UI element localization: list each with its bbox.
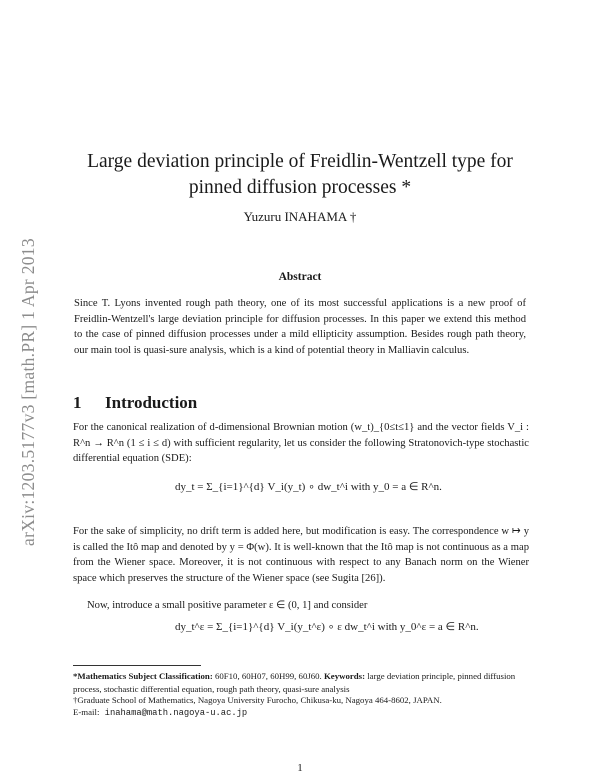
email-address[interactable]: inahama@math.nagoya-u.ac.jp [104, 708, 248, 718]
author: Yuzuru INAHAMA † [243, 209, 357, 224]
title-line-1: Large deviation principle of Freidlin-Wentzell type for [87, 151, 513, 172]
equation-1: dy_t = Σ_{i=1}^{d} V_i(y_t) ∘ dw_t^i with y_0 = a ∈ R^n. [175, 481, 442, 493]
section-number: 1 [73, 393, 82, 412]
footnote-email [73, 706, 529, 720]
footnote-msc-label: *Mathematics Subject Classification: [73, 671, 213, 681]
paragraph-3: Now, introduce a small positive parameter ε ∈ (0, 1] and consider [87, 600, 368, 611]
abstract-heading: Abstract [278, 271, 322, 283]
footnote-msc-codes: 60F10, 60H07, 60H99, 60J60. [214, 671, 322, 681]
paper-title [60, 149, 540, 201]
footnote-keywords: large deviation principle, pinned diffusion process, stochastic differential equation, rough path theory, quasi-sure analysis [73, 671, 516, 694]
footnote-rule [73, 665, 201, 666]
title-line-2: pinned diffusion processes * [188, 177, 412, 198]
abstract-text: Since T. Lyons invented rough path theory, one of its most successful applications is a new proof of Freidlin-Wentzell's large deviation principle for diffusion processes. In this paper we extend this method to the case of pinned diffusion processes under a mild ellipticity assumption. Besides rough path theory, our main tool is quasi-sure analysis, which is a kind of potential theory in Malliavin calculus. [74, 298, 526, 356]
paragraph-2: For the sake of simplicity, no drift term is added here, but modification is easy. The correspondence w ↦ y is called the Itô map and denoted by y = Φ(w). It is well-known that the Itô map is not continuous as a map from the Wiener space. Moreover, it is not continuous with respect to any Banach norm on the Wiener space which preserves the structure of the Wiener space (see Sugita [26]). [73, 526, 529, 584]
footnote-affiliation: †Graduate School of Mathematics, Nagoya University Furocho, Chikusa-ku, Nagoya 464-8602, JAPAN. [73, 695, 442, 705]
page-number: 1 [297, 762, 303, 774]
arxiv-stamp: arXiv:1203.5177v3 [math.PR] 1 Apr 2013 [18, 238, 38, 546]
section-heading [73, 393, 197, 413]
footnote-msc [73, 670, 529, 695]
email-label: E-mail: [73, 707, 100, 717]
section-title: Introduction [105, 393, 198, 412]
footnote-keywords-label: Keywords: [323, 671, 366, 681]
equation-2: dy_t^ε = Σ_{i=1}^{d} V_i(y_t^ε) ∘ ε dw_t^i with y_0^ε = a ∈ R^n. [175, 621, 479, 633]
paragraph-1: For the canonical realization of d-dimensional Brownian motion (w_t)_{0≤t≤1} and the vector fields V_i : R^n → R^n (1 ≤ i ≤ d) with sufficient regularity, let us consider the following Stratonovich-type stochastic differential equation (SDE): [73, 422, 529, 464]
